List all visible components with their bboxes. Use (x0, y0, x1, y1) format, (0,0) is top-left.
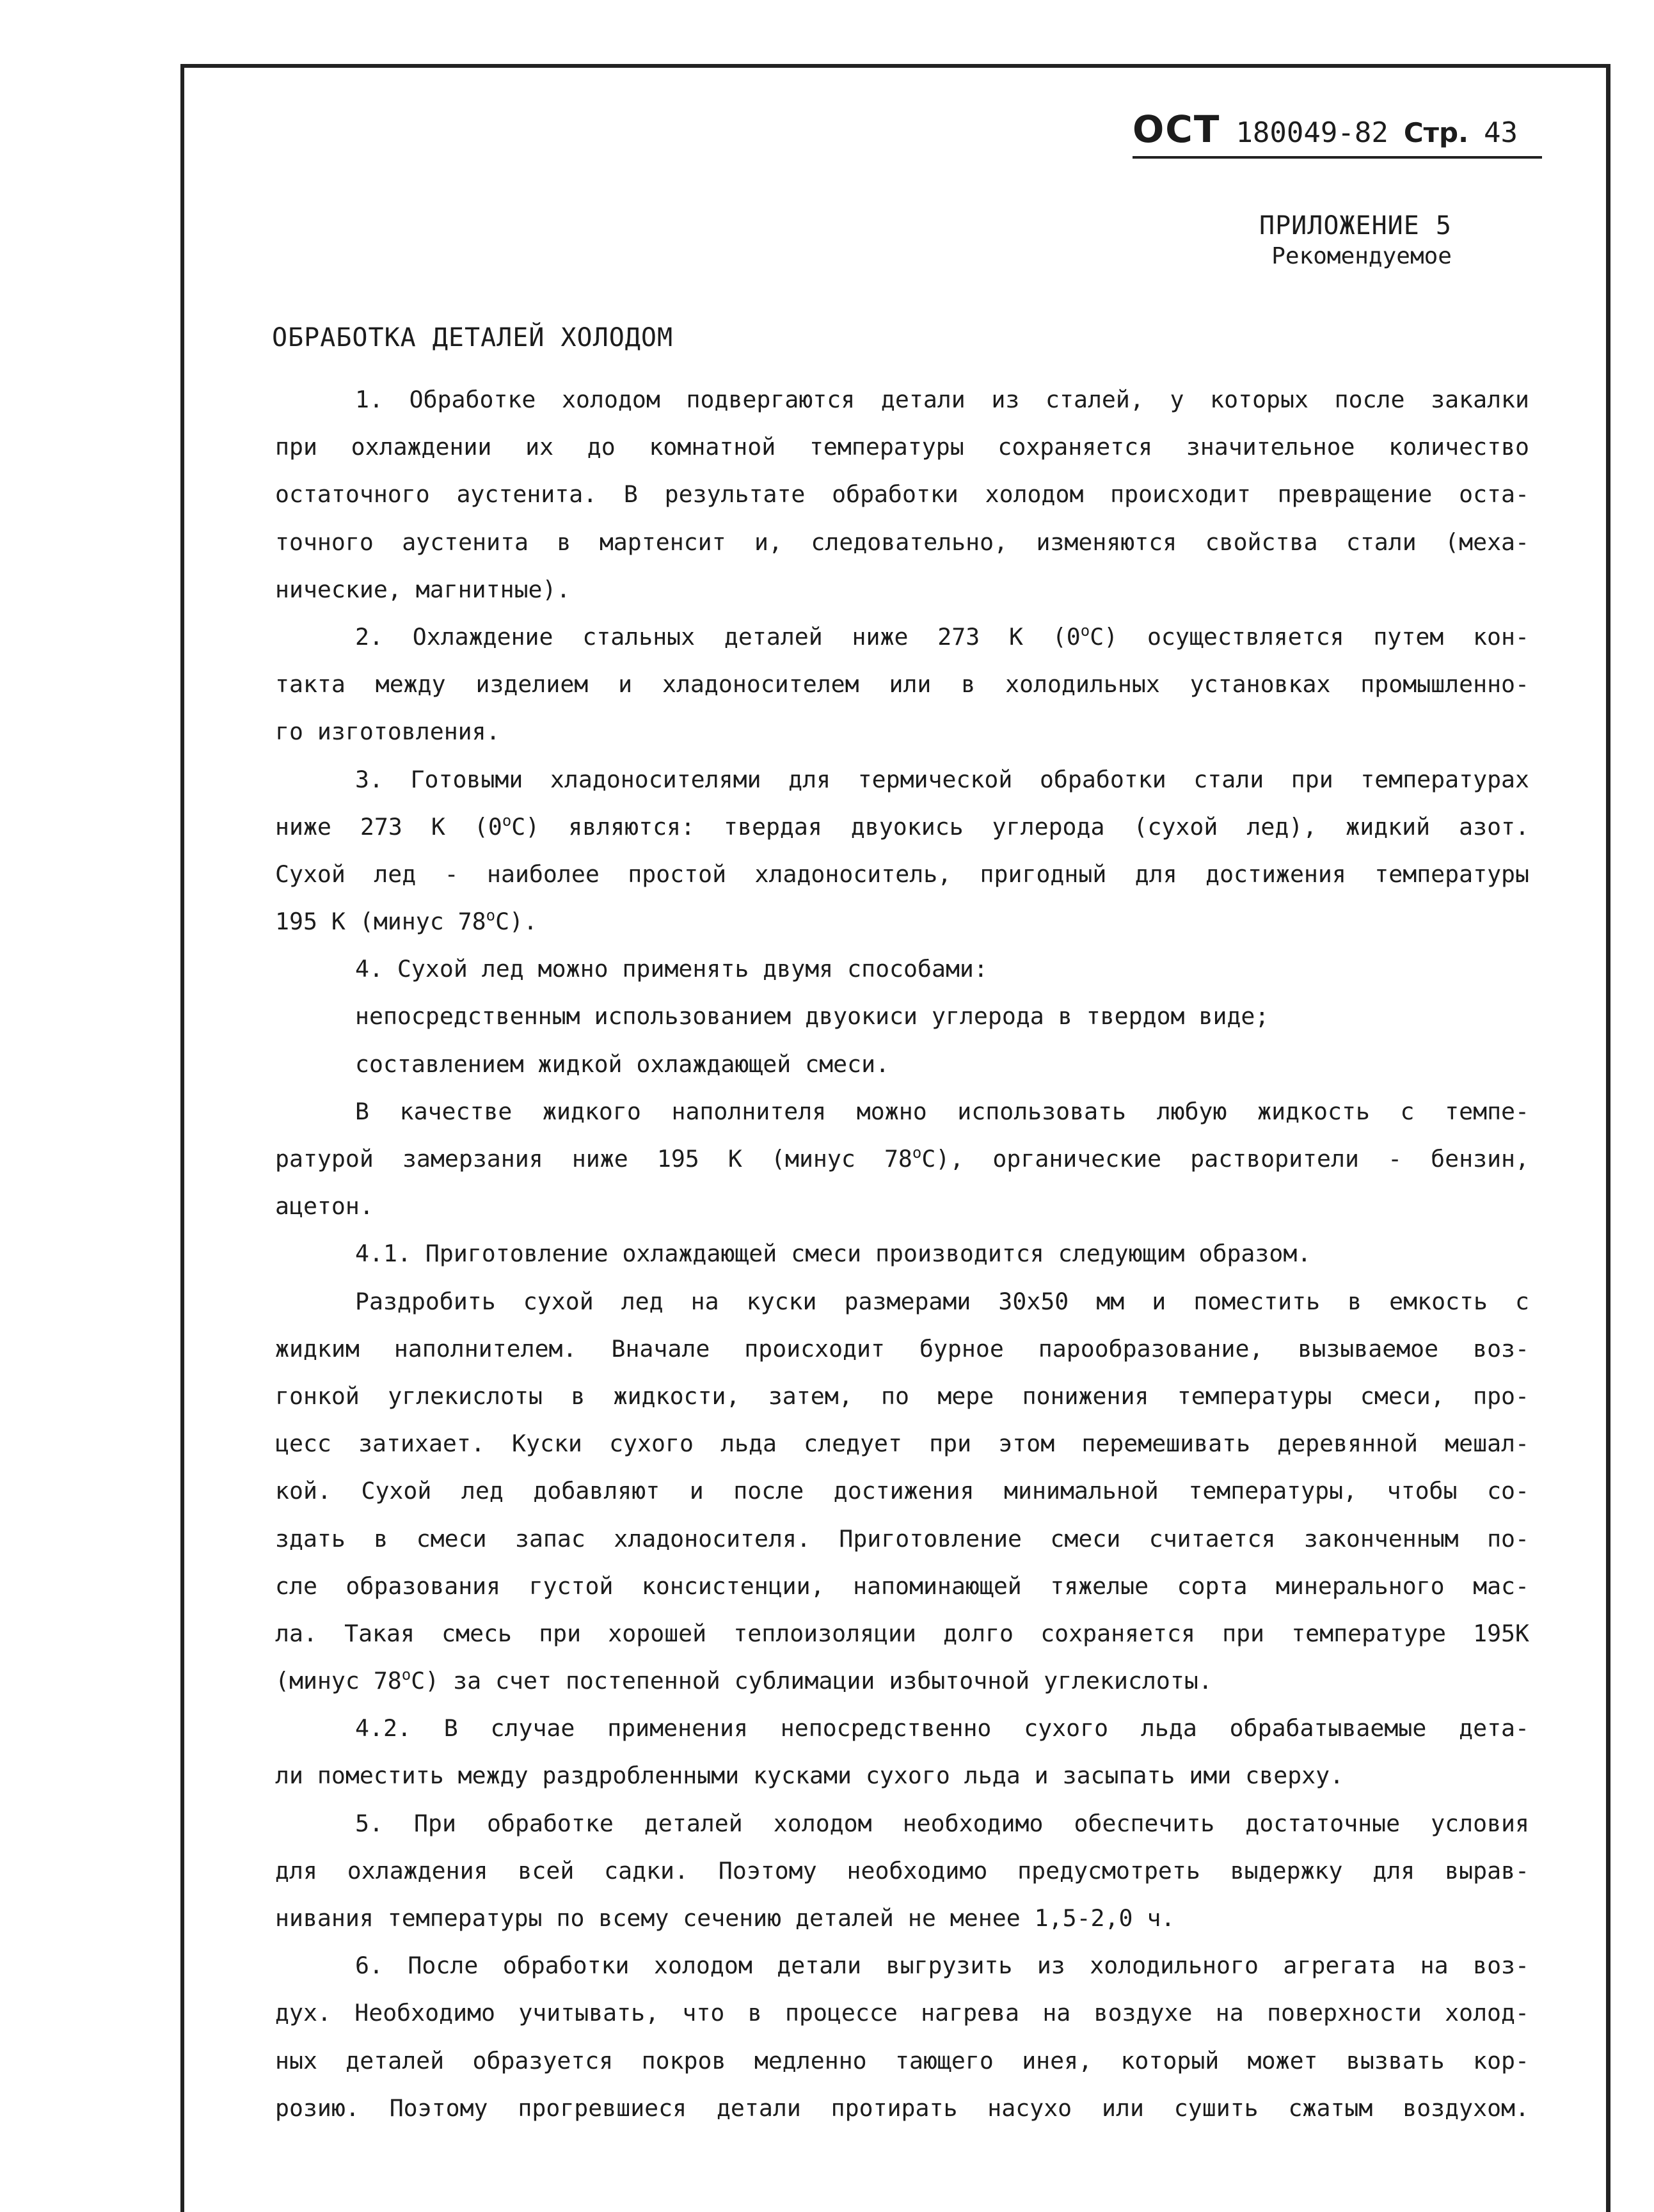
page-number: 43 (1484, 116, 1518, 149)
standard-number: 180049-82 (1236, 116, 1388, 149)
text-line: такта между изделием и хладоносителем или в холодильных установках промышленно- (275, 670, 1529, 699)
text-line: нические, магнитные). (275, 575, 571, 603)
standard-prefix: ОСТ (1133, 107, 1221, 151)
text-line: го изготовления. (275, 718, 500, 746)
text-line: В качестве жидкого наполнителя можно использовать любую жидкость с темпе- (355, 1097, 1529, 1125)
text-line: (минус 78$^o$С) за счет постепенной сублимации избыточной углекислоты. (275, 1666, 1213, 1695)
appendix-status: Рекомендуемое (1271, 243, 1452, 269)
text-line: 1. Обработке холодом подвергаются детали из сталей, у которых после закалки (355, 386, 1529, 413)
text-line: ных деталей образуется покров медленно тающего инея, который может вызвать кор- (275, 2046, 1529, 2074)
text-line: розию. Поэтому прогревшиеся детали протирать насухо или сушить сжатым воздухом. (275, 2094, 1529, 2122)
appendix-label: ПРИЛОЖЕНИЕ 5 (1259, 211, 1452, 241)
text-line: 4. Сухой лед можно применять двумя способами: (355, 955, 988, 983)
text-line: при охлаждении их до комнатной температуры сохраняется значительное количество (275, 433, 1529, 461)
text-line: дух. Необходимо учитывать, что в процессе нагрева на воздухе на поверхности холод- (275, 1999, 1529, 2027)
text-line: 3. Готовыми хладоносителями для термической обработки стали при температурах (355, 765, 1529, 793)
text-line: кой. Сухой лед добавляют и после достижения минимальной температуры, чтобы со- (275, 1477, 1529, 1505)
text-line: 2. Охлаждение стальных деталей ниже 273 К (0$^o$С) осуществляется путем кон- (355, 621, 1529, 651)
text-line: 6. После обработки холодом детали выгрузить из холодильного агрегата на воз- (355, 1952, 1529, 1980)
text-line: Сухой лед - наиболее простой хладоноситель, пригодный для достижения температуры (275, 860, 1529, 888)
text-line: гонкой углекислоты в жидкости, затем, по мере понижения температуры смеси, про- (275, 1382, 1529, 1410)
text-line: ратурой замерзания ниже 195 К (минус 78$^o$С), органические растворители - бензин, (275, 1144, 1529, 1173)
text-line: 195 К (минус 78$^o$С). (275, 906, 538, 936)
document-body (275, 376, 1529, 2132)
text-line: ацетон. (275, 1192, 374, 1221)
text-line: для охлаждения всей садки. Поэтому необходимо предусмотреть выдержку для вырав- (275, 1856, 1529, 1884)
text-line: жидким наполнителем. Вначале происходит бурное парообразование, вызываемое воз- (275, 1334, 1529, 1363)
page-label: Стр. (1403, 117, 1469, 148)
text-line: нивания температуры по всему сечению деталей не менее 1,5-2,0 ч. (275, 1904, 1175, 1932)
text-line: здать в смеси запас хладоносителя. Приготовление смеси считается законченным по- (275, 1524, 1529, 1552)
appendix-block (1259, 211, 1452, 269)
section-title: ОБРАБОТКА ДЕТАЛЕЙ ХОЛОДОМ (272, 323, 674, 352)
text-line: 4.1. Приготовление охлаждающей смеси производится следующим образом. (355, 1240, 1312, 1268)
text-line: непосредственным использованием двуокиси углерода в твердом виде; (355, 1002, 1269, 1031)
text-line: цесс затихает. Куски сухого льда следует при этом перемешивать деревянной мешал- (275, 1430, 1529, 1458)
text-line: 4.2. В случае применения непосредственно сухого льда обрабатываемые дета- (355, 1714, 1529, 1742)
text-line: составлением жидкой охлаждающей смеси. (355, 1050, 890, 1078)
text-line: ниже 273 К (0$^o$С) являются: твердая двуокись углерода (сухой лед), жидкий азот. (275, 811, 1529, 841)
text-line: ла. Такая смесь при хорошей теплоизоляции долго сохраняется при температуре 195К (275, 1619, 1529, 1647)
text-line: ли поместить между раздробленными кусками сухого льда и засыпать ими сверху. (275, 1762, 1344, 1790)
text-line: Раздробить сухой лед на куски размерами 30х50 мм и поместить в емкость с (355, 1287, 1529, 1315)
text-line: 5. При обработке деталей холодом необходимо обеспечить достаточные условия (355, 1809, 1529, 1837)
text-line: остаточного аустенита. В результате обработки холодом происходит превращение оста- (275, 480, 1529, 509)
page-header (1133, 107, 1542, 159)
text-line: точного аустенита в мартенсит и, следовательно, изменяются свойства стали (меха- (275, 528, 1529, 556)
text-line: сле образования густой консистенции, напоминающей тяжелые сорта минерального мас- (275, 1572, 1529, 1600)
